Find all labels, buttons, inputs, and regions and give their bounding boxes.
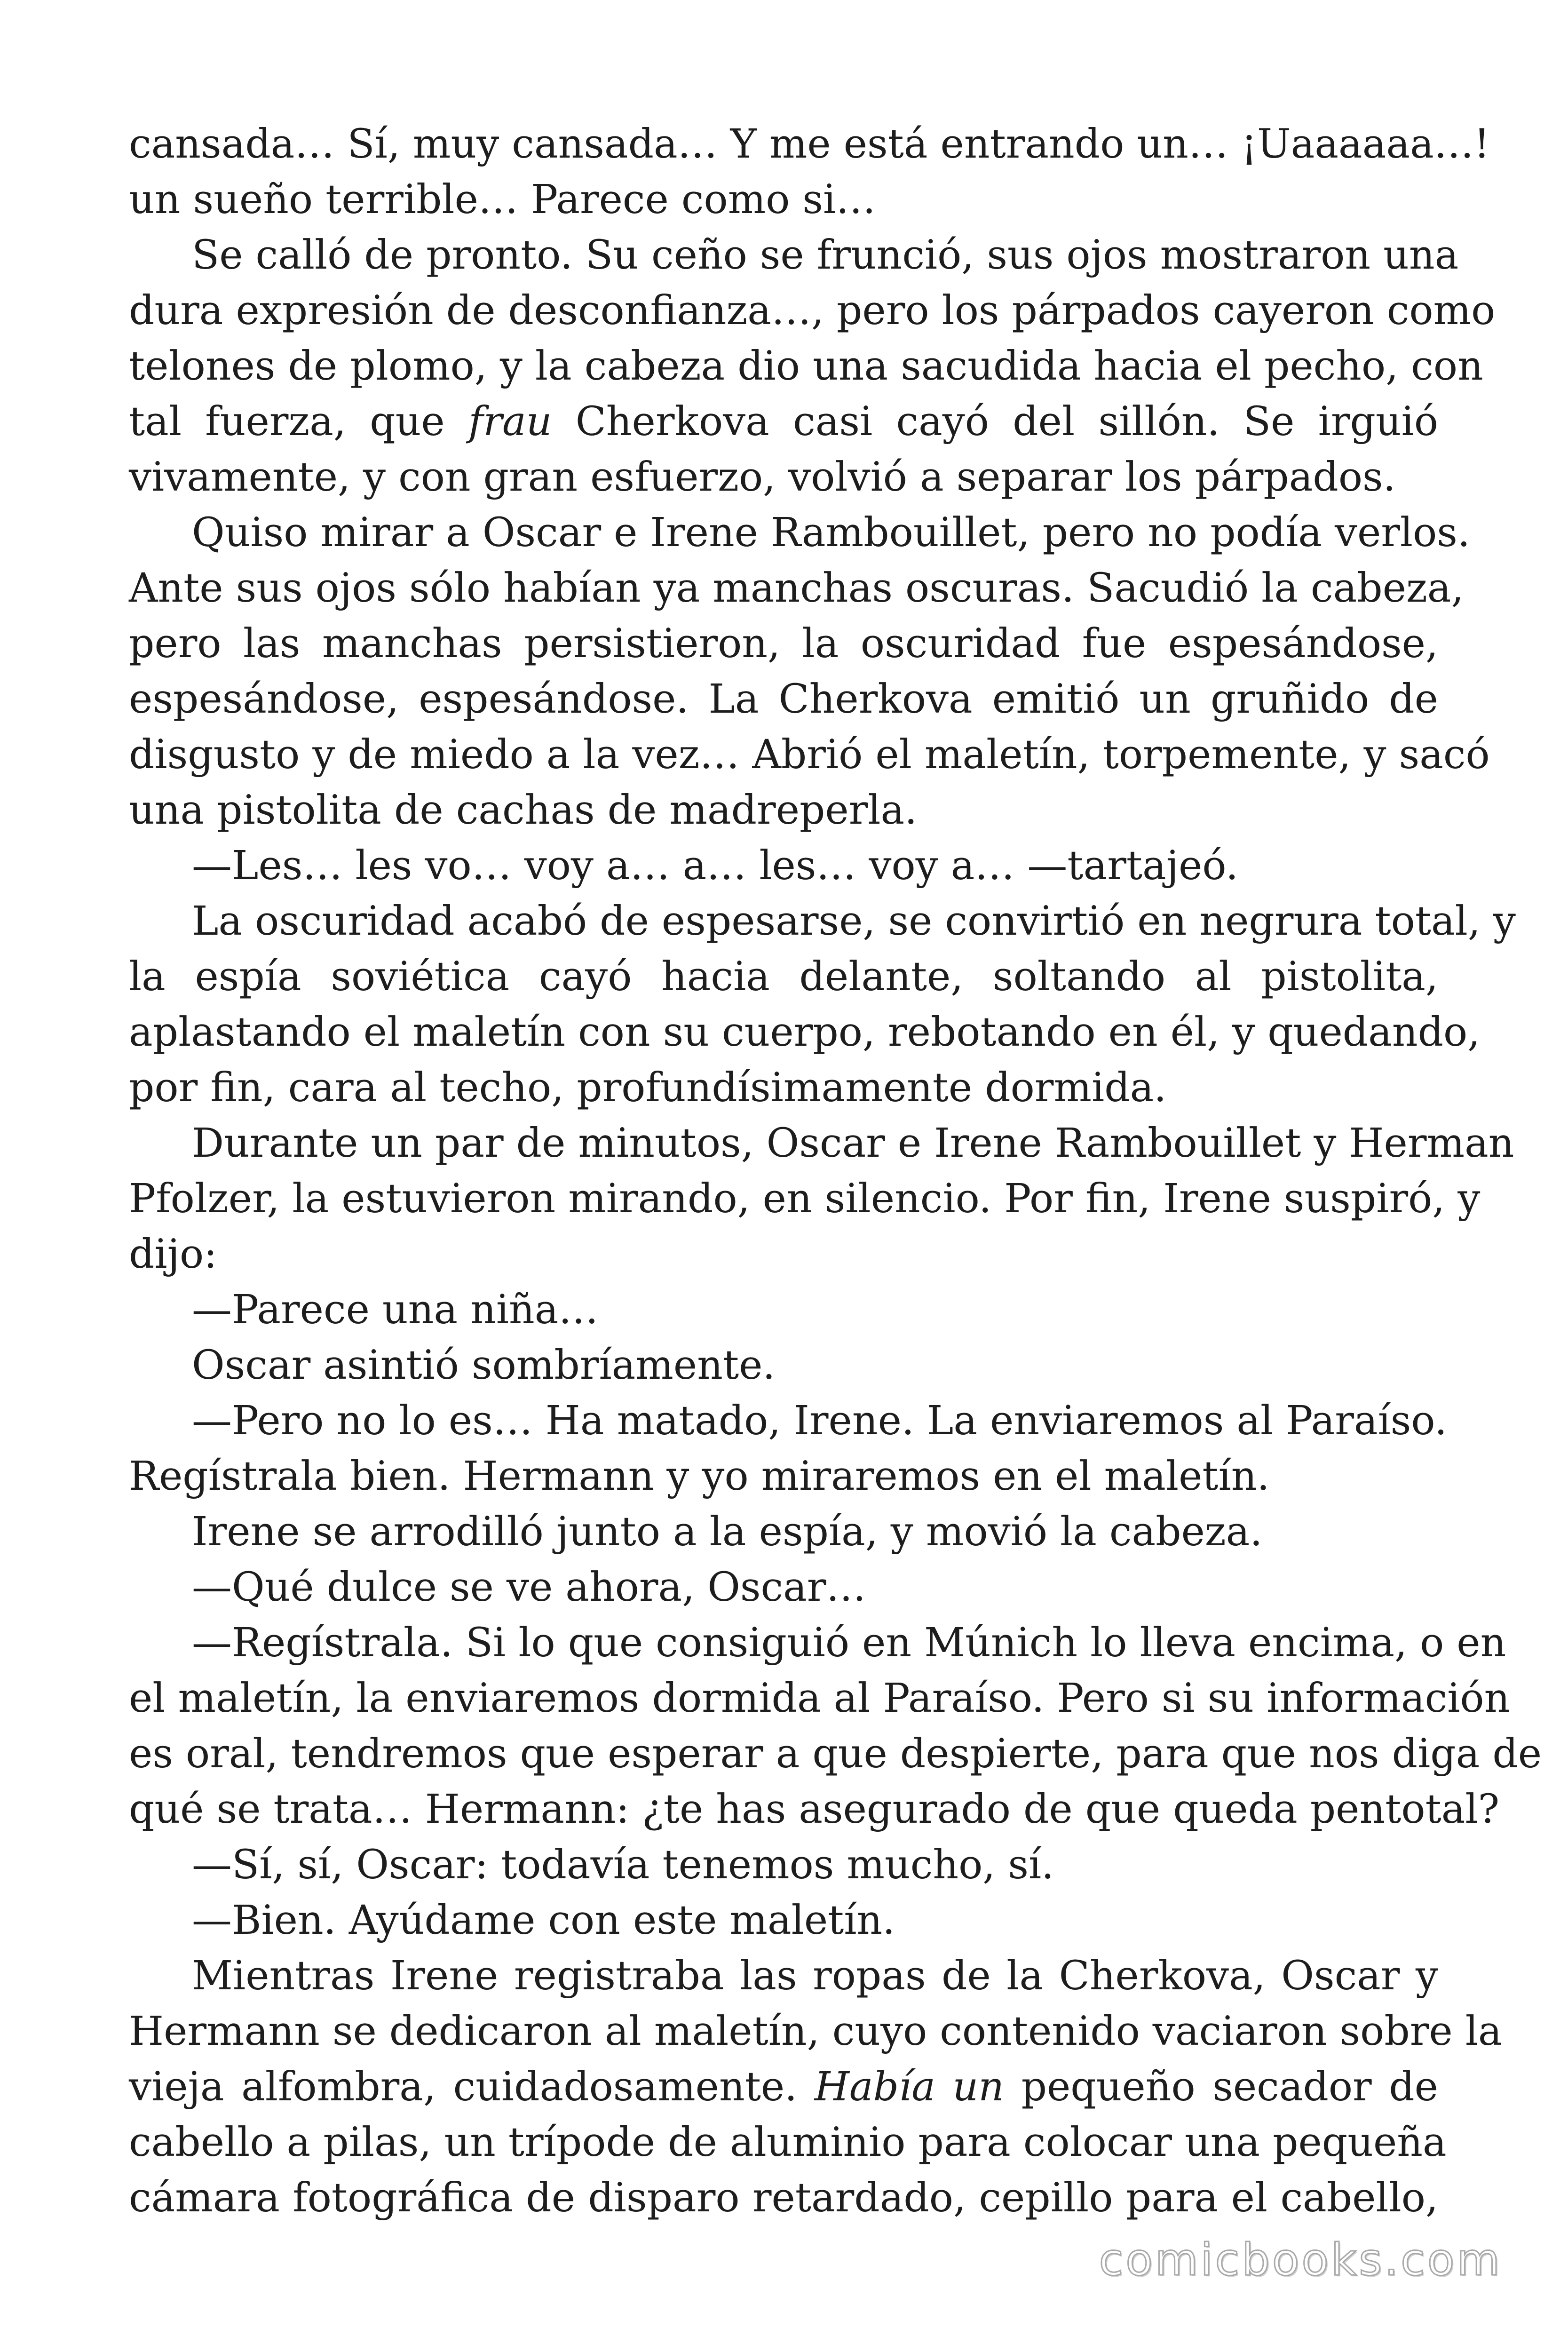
text-segment: disgusto y de miedo a la vez… Abrió el maletín, torpemente, y sacó	[129, 731, 1490, 778]
text-segment: —Qué dulce se ve ahora, Oscar…	[192, 1564, 866, 1611]
text-segment: espesándose, espesándose. La Cherkova emitió un gruñido de	[129, 676, 1438, 723]
text-line	[129, 1005, 1481, 1060]
text-segment: por fin, cara al techo, profundísimamente dormida.	[129, 1065, 1167, 1111]
text-segment: dijo:	[129, 1231, 217, 1278]
text-segment: Durante un par de minutos, Oscar e Irene Rambouillet y Herman	[192, 1120, 1514, 1167]
text-line	[129, 1227, 1438, 1282]
text-line	[129, 339, 1483, 394]
text-segment: Mientras Irene registraba las ropas de la Cherkova, Oscar y	[192, 1953, 1438, 1999]
text-segment: —Regístrala. Si lo que consiguió en Múnich lo lleva encima, o en	[192, 1620, 1506, 1666]
text-line	[129, 2004, 1502, 2059]
body-text	[129, 117, 1542, 2226]
text-segment: telones de plomo, y la cabeza dio una sacudida hacia el pecho, con	[129, 343, 1483, 389]
text-line	[129, 505, 1470, 561]
text-segment: dura expresión de desconfianza…, pero los párpados cayeron como	[129, 287, 1496, 334]
text-line	[129, 1116, 1514, 1171]
text-line	[129, 1948, 1438, 2004]
text-segment: pero las manchas persistieron, la oscuridad fue espesándose,	[129, 620, 1438, 667]
text-line	[129, 1893, 1438, 1948]
text-line	[129, 2115, 1447, 2170]
text-line	[129, 894, 1516, 949]
text-segment: es oral, tendremos que esperar a que despierte, para que nos diga de	[129, 1731, 1542, 1777]
text-line	[129, 1171, 1481, 1227]
text-line	[129, 949, 1438, 1005]
text-line	[129, 838, 1438, 894]
text-segment: Pfolzer, la estuvieron mirando, en silencio. Por fin, Irene suspiró, y	[129, 1176, 1481, 1222]
text-line	[129, 727, 1490, 783]
text-line	[129, 283, 1496, 339]
text-segment: aplastando el maletín con su cuerpo, rebotando en él, y quedando,	[129, 1009, 1481, 1056]
text-segment: un sueño terrible… Parece como si…	[129, 176, 876, 223]
text-line	[129, 1560, 1438, 1615]
text-segment: —Pero no lo es… Ha matado, Irene. La enviaremos al Paraíso.	[192, 1398, 1448, 1444]
text-segment: —Parece una niña…	[192, 1287, 599, 1333]
text-line	[129, 1282, 1438, 1338]
text-segment: cámara fotográfica de disparo retardado, cepillo para el cabello,	[129, 2175, 1438, 2221]
text-line	[129, 783, 1438, 838]
text-line	[129, 1060, 1438, 1116]
text-segment: —Bien. Ayúdame con este maletín.	[192, 1897, 895, 1944]
text-segment: Irene se arrodilló junto a la espía, y movió la cabeza.	[192, 1509, 1263, 1555]
text-segment: Oscar asintió sombríamente.	[192, 1342, 776, 1389]
text-segment: Quiso mirar a Oscar e Irene Rambouillet, pero no podía verlos.	[192, 509, 1470, 556]
text-segment: Ante sus ojos sólo habían ya manchas oscuras. Sacudió la cabeza,	[129, 565, 1464, 612]
text-line	[129, 1726, 1542, 1782]
text-segment: La oscuridad acabó de espesarse, se convirtió en negrura total, y	[192, 898, 1516, 945]
text-line	[129, 2059, 1438, 2115]
text-line	[129, 450, 1438, 505]
text-line	[129, 117, 1490, 172]
text-line	[129, 228, 1459, 283]
text-segment: Hermann se dedicaron al maletín, cuyo contenido vaciaron sobre la	[129, 2008, 1502, 2055]
text-segment: Se calló de pronto. Su ceño se frunció, sus ojos mostraron una	[192, 232, 1459, 278]
text-segment: cabello a pilas, un trípode de aluminio para colocar una pequeña	[129, 2119, 1447, 2166]
text-segment: vivamente, y con gran esfuerzo, volvió a separar los párpados.	[129, 454, 1396, 501]
text-segment: —Sí, sí, Oscar: todavía tenemos mucho, sí.	[192, 1842, 1054, 1888]
text-line	[129, 1504, 1438, 1560]
text-line	[129, 1671, 1510, 1726]
text-line	[129, 616, 1438, 672]
text-segment: vieja alfombra, cuidadosamente.	[129, 2064, 815, 2110]
text-segment: la espía soviética cayó hacia delante, soltando al pistolita,	[129, 954, 1438, 1000]
italic-text: frau	[468, 398, 552, 445]
text-line	[129, 2170, 1438, 2226]
watermark: comicbooks.com	[1099, 2234, 1502, 2286]
text-line	[129, 1449, 1438, 1504]
text-segment: cansada… Sí, muy cansada… Y me está entrando un… ¡Uaaaaaa…!	[129, 121, 1490, 167]
text-line	[129, 1837, 1438, 1893]
text-line	[129, 1338, 1438, 1393]
text-segment: una pistolita de cachas de madreperla.	[129, 787, 918, 834]
text-segment: el maletín, la enviaremos dormida al Paraíso. Pero si su información	[129, 1675, 1510, 1722]
text-line	[129, 672, 1438, 727]
text-line	[129, 561, 1464, 616]
text-line	[129, 172, 1438, 228]
text-segment: Regístrala bien. Hermann y yo miraremos en el maletín.	[129, 1453, 1270, 1500]
text-segment: pequeño secador de	[1004, 2064, 1438, 2110]
text-segment: tal fuerza, que	[129, 398, 468, 445]
text-segment: —Les… les vo… voy a… a… les… voy a… —tartajeó.	[192, 842, 1239, 889]
text-line	[129, 394, 1438, 450]
text-segment: Cherkova casi cayó del sillón. Se irguió	[552, 398, 1438, 445]
text-line	[129, 1615, 1506, 1671]
text-line	[129, 1782, 1500, 1837]
text-segment: qué se trata… Hermann: ¿te has asegurado de que queda pentotal?	[129, 1786, 1500, 1833]
text-line	[129, 1393, 1448, 1449]
italic-text: Había un	[814, 2064, 1004, 2110]
